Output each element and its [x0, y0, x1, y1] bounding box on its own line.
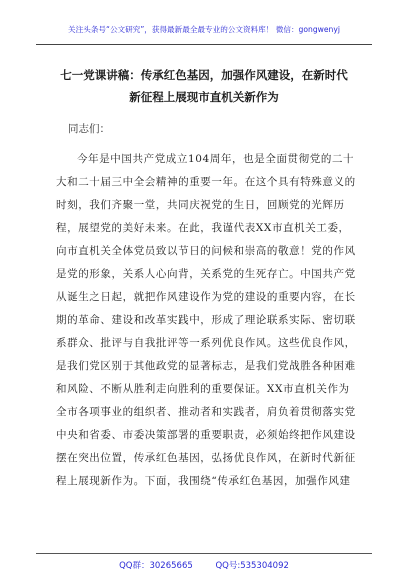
salutation: 同志们：: [68, 123, 110, 135]
title-line-1: 七一党课讲稿：传承红色基因，加强作风建设，在新时代: [60, 68, 348, 82]
footer-qq-number: QQ号:535304092: [215, 561, 289, 571]
footer-qq-group: QQ群：30265665: [119, 561, 193, 571]
footer: [0, 559, 408, 571]
body-paragraph: 今年是中国共产党成立104周年，也是全面贯彻党的二十大和二十届三中全会精神的重要一年。在这个具有特殊意义的时刻，我们齐聚一堂，共同庆祝党的生日，回顾党的光辉历程，展望党的美好未来。在此，我谨代表XX市直机关工委，向市直机关全体党员致以节日的问候和崇高的敬意！党的作风是党的形象，关系人心向背，关系党的生死存亡。中国共产党从诞生之日起，就把作风建设作为党的建设的重要内容，在长期的革命、建设和改革实践中，形成了理论联系实际、密切联系群众、批评与自我批评等一系列优良作风。这些优良作风，是我们党区别于其他政党的显著标志，是我们党战胜各种困难和风险、不断从胜利走向胜利的重要保证。XX市直机关作为全市各项事业的组织者、推动者和实践者，肩负着贯彻落实党中央和省委、市委决策部署的重要职责，必须始终把作风建设摆在突出位置，传承红色基因，弘扬优良作风，在新时代新征程上展现新作为。下面，我围绕“传承红色基因，加强作风建: [56, 153, 356, 487]
document-title: [44, 64, 364, 108]
title-line-2: 新征程上展现市直机关新作为: [129, 90, 279, 104]
footer-divider: [36, 553, 372, 554]
header-banner: 关注头条号“公文研究”，获得最新最全最专业的公文资料库！ 微信：gongwenyj: [68, 25, 340, 34]
document-body: [56, 148, 356, 493]
header-divider: [36, 44, 372, 45]
